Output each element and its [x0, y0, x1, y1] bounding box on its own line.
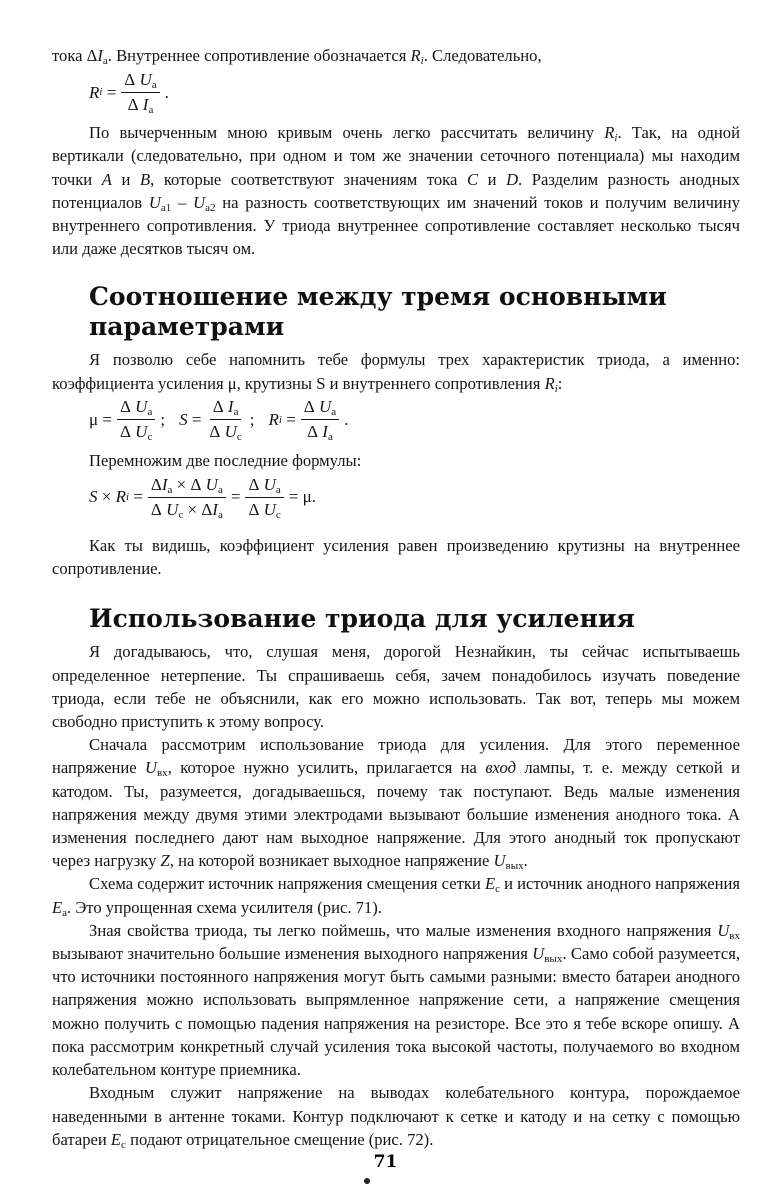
formula-product: S × R i = $\frac{\Delta I_а \times \Delta U_а}{\Delta U_с \times \Delta I_а}$ = $\frac{\Delta U_а}{\Delta U_с}$ = μ . [89, 474, 317, 521]
formula-ri: R i = $\frac{\Delta U_а}{\Delta I_а}$ . [89, 69, 169, 116]
formula-three-parameters: μ = $\frac{\Delta U_а}{\Delta U_с}$ ; S = $\frac{\Delta I_а}{\Delta U_с}$ ; R i = $\frac{\Delta U_а}{\Delta I_а}$ . [89, 397, 349, 444]
section-heading-parameters: Соотношение между тремя основными параметрами [89, 282, 667, 342]
paragraph-6: Сначала рассмотрим использование триода для усиления. Для этого переменное напряжение $U_{вх}$, которое нужно усилить, прилагается на вход лампы, т. е. между сеткой и катодом. Ты, разумеется, догадываешься, почему так поступают. Ведь малые изменения напряжения между двумя этими электродами вызывают большие изменения анодного тока. А изменения последнего дают нам выходное напряжение. Для этого анодный ток пропускают через нагрузку Z, на которой возникает выходное напряжение $U_{вых}$. [52, 735, 741, 873]
paragraph-7: Схема содержит источник напряжения смещения сетки $E_с$ и источник анодного напряжения $E_а$. Это упрощенная схема усилителя (рис. 71). [52, 874, 740, 919]
paragraph-1: По вычерченным мною кривым очень легко рассчитать величину $R_i$. Так, на одной вертикали (следовательно, при одном и том же значении сеточного потенциала) мы находим точки A и B, которые соответствуют значениям тока C и D. Разделим разность анодных потенциалов $U_{а1} - U_{а2}$ на разность соответствующих им значений токов и получим величину внутреннего сопротивления. У триода внутреннее сопротивление составляет несколько тысяч или даже десятков тысяч ом. [52, 123, 741, 259]
paragraph-8: Зная свойства триода, ты легко поймешь, что малые изменения входного напряжения $U_{вх}$ вызывают значительно большие изменения выходного напряжения $U_{вых}$. Само собой разумеется, что источники постоянного напряжения могут быть самыми разными: вместо батареи анодного напряжения можно использовать выпрямленное напряжение сети, а напряжение смещения можно получить с помощью падения напряжения на резисторе. Все это я тебе вскоре опишу. А пока рассмотрим конкретный случай усиления тока высокой частоты, получаемого во входном колебательном контуре приемника. [52, 920, 740, 1080]
paragraph-intro: тока $\Delta I_а$. Внутреннее сопротивление обозначается $R_i$. Следовательно, [52, 46, 542, 67]
fraction: $\frac{\Delta U_а}{\Delta I_а}$ [121, 70, 159, 115]
scan-dot [364, 1178, 370, 1184]
paragraph-2: Я позволю себе напомнить тебе формулы трех характеристик триода, а именно: коэффициента усиления μ, крутизны S и внутреннего сопротивления $R_i$: [52, 350, 740, 395]
paragraph-5: Я догадываюсь, что, слушая меня, дорогой Незнайкин, ты сейчас испытываешь определенное нетерпение. Ты спрашиваешь себя, зачем понадобилось изучать поведение триода, если тебе не объяснили, как его можно использовать. Так вот, теперь мы можем свободно приступить к этому вопросу. [52, 642, 740, 732]
section-heading-amplification: Использование триода для усиления [89, 604, 635, 634]
paragraph-4: Как ты видишь, коэффициент усиления равен произведению крутизны на внутреннее сопротивление. [52, 536, 740, 579]
paragraph-9: Входным служит напряжение на выводах колебательного контура, порождаемое наведенными в антенне токами. Контур подключают к сетке и катоду и на сетку с помощью батареи $E_с$ подают отрицательное смещение (рис. 72). [52, 1083, 740, 1151]
paragraph-3: Перемножим две последние формулы: [89, 450, 362, 470]
page-number: 71 [373, 1152, 398, 1172]
page-body [52, 44, 740, 1151]
